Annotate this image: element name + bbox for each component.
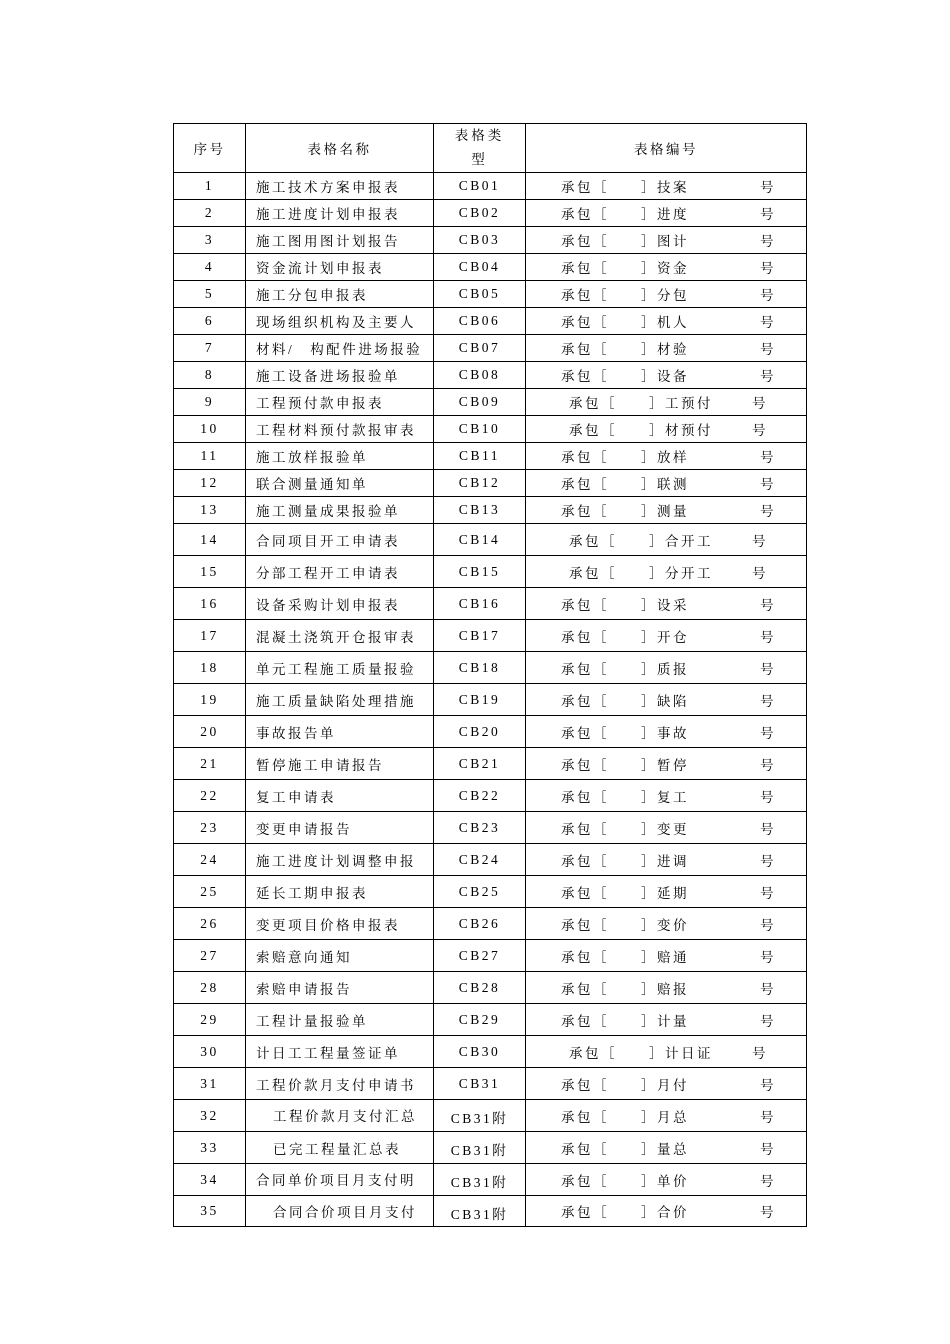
form-code-prefix: 承包［ ］赔报 <box>561 981 689 997</box>
form-type: CB12 <box>434 470 526 497</box>
row-number: 16 <box>174 588 246 620</box>
form-code-prefix: 承包［ ］计量 <box>561 1013 689 1029</box>
form-list-table <box>173 123 807 1227</box>
row-number: 29 <box>174 1004 246 1036</box>
form-code <box>526 1036 807 1068</box>
form-code-suffix: 号 <box>760 207 776 222</box>
form-code-prefix: 承包［ ］工预付 <box>569 396 713 411</box>
form-name: 施工进度计划申报表 <box>246 200 434 227</box>
form-code <box>526 844 807 876</box>
form-type: CB04 <box>434 254 526 281</box>
table-row <box>174 1068 807 1100</box>
form-code <box>526 908 807 940</box>
form-type: CB29 <box>434 1004 526 1036</box>
form-code <box>526 652 807 684</box>
form-type: CB31附 <box>434 1100 526 1132</box>
table-row <box>174 443 807 470</box>
form-code-suffix: 号 <box>760 661 776 677</box>
table-row <box>174 362 807 389</box>
form-code-suffix: 号 <box>760 725 776 741</box>
table-row <box>174 748 807 780</box>
form-code-suffix: 号 <box>760 1013 776 1029</box>
table-row <box>174 1036 807 1068</box>
form-name: 工程预付款申报表 <box>246 389 434 416</box>
form-name: 施工测量成果报验单 <box>246 497 434 524</box>
form-code <box>526 443 807 470</box>
form-code-suffix: 号 <box>760 1173 776 1189</box>
form-code <box>526 200 807 227</box>
table-row <box>174 524 807 556</box>
row-number: 7 <box>174 335 246 362</box>
row-number: 2 <box>174 200 246 227</box>
form-type: CB17 <box>434 620 526 652</box>
form-name: 事故报告单 <box>246 716 434 748</box>
row-number: 17 <box>174 620 246 652</box>
row-number: 34 <box>174 1164 246 1196</box>
form-name: 工程价款月支付申请书 <box>246 1068 434 1100</box>
form-code-prefix: 承包［ ］分包 <box>561 288 689 303</box>
form-type: CB31 <box>434 1068 526 1100</box>
form-name: 混凝土浇筑开仓报审表 <box>246 620 434 652</box>
form-code-prefix: 承包［ ］计日证 <box>569 1045 713 1061</box>
form-name: 设备采购计划申报表 <box>246 588 434 620</box>
form-name: 已完工程量汇总表 <box>246 1132 434 1164</box>
form-code-prefix: 承包［ ］合开工 <box>569 533 713 549</box>
form-type: CB10 <box>434 416 526 443</box>
form-code-prefix: 承包［ ］材验 <box>561 342 689 357</box>
header-name: 表格名称 <box>246 124 434 173</box>
table-row <box>174 308 807 335</box>
table-row <box>174 416 807 443</box>
row-number: 5 <box>174 281 246 308</box>
form-code-suffix: 号 <box>760 261 776 276</box>
table-row <box>174 716 807 748</box>
form-code-suffix: 号 <box>760 1077 776 1093</box>
table-row <box>174 227 807 254</box>
form-code-suffix: 号 <box>760 450 776 465</box>
header-no: 序号 <box>174 124 246 173</box>
form-code-prefix: 承包［ ］分开工 <box>569 565 713 581</box>
row-number: 23 <box>174 812 246 844</box>
table-row <box>174 1196 807 1227</box>
form-code <box>526 281 807 308</box>
form-code-prefix: 承包［ ］放样 <box>561 450 689 465</box>
table-row <box>174 173 807 200</box>
row-number: 25 <box>174 876 246 908</box>
header-code: 表格编号 <box>526 124 807 173</box>
form-code <box>526 1196 807 1227</box>
form-code-suffix: 号 <box>760 597 776 613</box>
form-code-prefix: 承包［ ］质报 <box>561 661 689 677</box>
form-code-prefix: 承包［ ］合价 <box>561 1205 689 1220</box>
form-name: 合同单价项目月支付明 <box>246 1164 434 1196</box>
form-code-suffix: 号 <box>760 853 776 869</box>
form-name: 现场组织机构及主要人 <box>246 308 434 335</box>
form-code <box>526 940 807 972</box>
form-code-prefix: 承包［ ］资金 <box>561 261 689 276</box>
table-row <box>174 1100 807 1132</box>
row-number: 12 <box>174 470 246 497</box>
row-number: 31 <box>174 1068 246 1100</box>
row-number: 35 <box>174 1196 246 1227</box>
form-type: CB03 <box>434 227 526 254</box>
table-row <box>174 389 807 416</box>
form-type: CB22 <box>434 780 526 812</box>
table-row <box>174 335 807 362</box>
form-code-suffix: 号 <box>752 1045 768 1061</box>
form-type: CB31附 <box>434 1196 526 1227</box>
form-code <box>526 1164 807 1196</box>
form-type: CB19 <box>434 684 526 716</box>
form-name: 施工质量缺陷处理措施 <box>246 684 434 716</box>
form-name: 暂停施工申请报告 <box>246 748 434 780</box>
form-code-suffix: 号 <box>760 1141 776 1157</box>
form-name: 工程价款月支付汇总 <box>246 1100 434 1132</box>
row-number: 4 <box>174 254 246 281</box>
row-number: 18 <box>174 652 246 684</box>
table-row <box>174 908 807 940</box>
row-number: 8 <box>174 362 246 389</box>
form-name: 联合测量通知单 <box>246 470 434 497</box>
form-name: 材料/ 构配件进场报验 <box>246 335 434 362</box>
table-row <box>174 940 807 972</box>
row-number: 3 <box>174 227 246 254</box>
table-row <box>174 652 807 684</box>
form-code <box>526 684 807 716</box>
form-type: CB21 <box>434 748 526 780</box>
form-code-prefix: 承包［ ］材预付 <box>569 423 713 438</box>
row-number: 22 <box>174 780 246 812</box>
form-code-prefix: 承包［ ］量总 <box>561 1141 689 1157</box>
form-code-suffix: 号 <box>760 342 776 357</box>
form-code-prefix: 承包［ ］技案 <box>561 180 689 195</box>
row-number: 13 <box>174 497 246 524</box>
row-number: 15 <box>174 556 246 588</box>
form-type: CB25 <box>434 876 526 908</box>
form-code-prefix: 承包［ ］联测 <box>561 477 689 492</box>
form-name: 合同合价项目月支付 <box>246 1196 434 1227</box>
form-code <box>526 588 807 620</box>
form-code <box>526 972 807 1004</box>
form-code <box>526 389 807 416</box>
form-code-suffix: 号 <box>752 396 768 411</box>
form-type: CB26 <box>434 908 526 940</box>
row-number: 19 <box>174 684 246 716</box>
row-number: 1 <box>174 173 246 200</box>
table-row <box>174 1164 807 1196</box>
form-name: 工程计量报验单 <box>246 1004 434 1036</box>
form-code-suffix: 号 <box>760 1205 776 1220</box>
form-type: CB01 <box>434 173 526 200</box>
form-type: CB05 <box>434 281 526 308</box>
form-code-suffix: 号 <box>760 789 776 805</box>
table-row <box>174 972 807 1004</box>
form-code-suffix: 号 <box>760 693 776 709</box>
form-name: 施工图用图计划报告 <box>246 227 434 254</box>
form-type: CB31附 <box>434 1164 526 1196</box>
form-type: CB07 <box>434 335 526 362</box>
table-row <box>174 254 807 281</box>
form-type: CB31附 <box>434 1132 526 1164</box>
form-code <box>526 524 807 556</box>
form-type: CB23 <box>434 812 526 844</box>
form-code-suffix: 号 <box>752 565 768 581</box>
form-type: CB09 <box>434 389 526 416</box>
form-code-prefix: 承包［ ］复工 <box>561 789 689 805</box>
form-code-suffix: 号 <box>760 477 776 492</box>
form-code <box>526 335 807 362</box>
table-row <box>174 1132 807 1164</box>
form-type: CB16 <box>434 588 526 620</box>
form-type: CB15 <box>434 556 526 588</box>
table-header-row <box>174 124 807 173</box>
form-code-prefix: 承包［ ］进度 <box>561 207 689 222</box>
form-type: CB20 <box>434 716 526 748</box>
row-number: 33 <box>174 1132 246 1164</box>
form-code-prefix: 承包［ ］暂停 <box>561 757 689 773</box>
row-number: 20 <box>174 716 246 748</box>
form-code-suffix: 号 <box>760 288 776 303</box>
form-type: CB30 <box>434 1036 526 1068</box>
form-name: 资金流计划申报表 <box>246 254 434 281</box>
form-code <box>526 470 807 497</box>
row-number: 11 <box>174 443 246 470</box>
form-type: CB24 <box>434 844 526 876</box>
form-code-prefix: 承包［ ］赔通 <box>561 949 689 965</box>
form-code <box>526 556 807 588</box>
form-code <box>526 254 807 281</box>
form-code-suffix: 号 <box>760 1109 776 1125</box>
row-number: 28 <box>174 972 246 1004</box>
form-type: CB11 <box>434 443 526 470</box>
form-code <box>526 1004 807 1036</box>
form-code-suffix: 号 <box>760 885 776 901</box>
form-code <box>526 497 807 524</box>
form-name: 施工分包申报表 <box>246 281 434 308</box>
form-code <box>526 308 807 335</box>
form-code <box>526 1068 807 1100</box>
form-code <box>526 876 807 908</box>
table-row <box>174 588 807 620</box>
table-row <box>174 1004 807 1036</box>
form-code-prefix: 承包［ ］测量 <box>561 504 689 519</box>
form-name: 施工技术方案申报表 <box>246 173 434 200</box>
form-code <box>526 362 807 389</box>
form-name: 变更申请报告 <box>246 812 434 844</box>
form-code-suffix: 号 <box>760 917 776 933</box>
form-code-suffix: 号 <box>760 180 776 195</box>
form-code-suffix: 号 <box>760 234 776 249</box>
form-code-suffix: 号 <box>760 369 776 384</box>
form-code-prefix: 承包［ ］缺陷 <box>561 693 689 709</box>
form-name: 单元工程施工质量报验 <box>246 652 434 684</box>
form-code-prefix: 承包［ ］设采 <box>561 597 689 613</box>
table-row <box>174 780 807 812</box>
form-name: 复工申请表 <box>246 780 434 812</box>
form-name: 工程材料预付款报审表 <box>246 416 434 443</box>
form-name: 变更项目价格申报表 <box>246 908 434 940</box>
table-row <box>174 684 807 716</box>
form-name: 延长工期申报表 <box>246 876 434 908</box>
form-code <box>526 416 807 443</box>
form-type: CB08 <box>434 362 526 389</box>
form-code <box>526 173 807 200</box>
form-name: 索赔申请报告 <box>246 972 434 1004</box>
table-row <box>174 876 807 908</box>
form-type: CB18 <box>434 652 526 684</box>
form-type: CB28 <box>434 972 526 1004</box>
form-type: CB02 <box>434 200 526 227</box>
form-name: 分部工程开工申请表 <box>246 556 434 588</box>
form-code-suffix: 号 <box>752 423 768 438</box>
form-code-prefix: 承包［ ］单价 <box>561 1173 689 1189</box>
form-code-prefix: 承包［ ］进调 <box>561 853 689 869</box>
form-code-prefix: 承包［ ］设备 <box>561 369 689 384</box>
form-code-prefix: 承包［ ］事故 <box>561 725 689 741</box>
form-name: 计日工工程量签证单 <box>246 1036 434 1068</box>
form-code <box>526 716 807 748</box>
row-number: 27 <box>174 940 246 972</box>
form-code-suffix: 号 <box>760 981 776 997</box>
form-code-suffix: 号 <box>760 504 776 519</box>
table-row <box>174 497 807 524</box>
form-name: 施工进度计划调整申报 <box>246 844 434 876</box>
form-name: 施工设备进场报验单 <box>246 362 434 389</box>
table-row <box>174 470 807 497</box>
form-code <box>526 1100 807 1132</box>
form-code-suffix: 号 <box>760 949 776 965</box>
form-code-suffix: 号 <box>760 821 776 837</box>
row-number: 32 <box>174 1100 246 1132</box>
form-type: CB14 <box>434 524 526 556</box>
form-code-prefix: 承包［ ］月总 <box>561 1109 689 1125</box>
form-code <box>526 227 807 254</box>
table-row <box>174 620 807 652</box>
table-row <box>174 200 807 227</box>
form-code-prefix: 承包［ ］月付 <box>561 1077 689 1093</box>
form-type: CB13 <box>434 497 526 524</box>
row-number: 26 <box>174 908 246 940</box>
form-type: CB27 <box>434 940 526 972</box>
form-code-prefix: 承包［ ］变价 <box>561 917 689 933</box>
header-type: 表格类型 <box>434 124 526 173</box>
form-code-suffix: 号 <box>760 629 776 645</box>
row-number: 24 <box>174 844 246 876</box>
form-code-prefix: 承包［ ］图计 <box>561 234 689 249</box>
form-code-prefix: 承包［ ］开仓 <box>561 629 689 645</box>
table-row <box>174 844 807 876</box>
table-row <box>174 812 807 844</box>
row-number: 21 <box>174 748 246 780</box>
row-number: 30 <box>174 1036 246 1068</box>
form-code <box>526 780 807 812</box>
form-code-suffix: 号 <box>760 757 776 773</box>
form-code <box>526 748 807 780</box>
form-code-suffix: 号 <box>760 315 776 330</box>
row-number: 14 <box>174 524 246 556</box>
form-code-prefix: 承包［ ］变更 <box>561 821 689 837</box>
form-name: 施工放样报验单 <box>246 443 434 470</box>
form-code-prefix: 承包［ ］延期 <box>561 885 689 901</box>
row-number: 10 <box>174 416 246 443</box>
form-name: 合同项目开工申请表 <box>246 524 434 556</box>
row-number: 9 <box>174 389 246 416</box>
table-row <box>174 281 807 308</box>
form-code-prefix: 承包［ ］机人 <box>561 315 689 330</box>
row-number: 6 <box>174 308 246 335</box>
form-code-suffix: 号 <box>752 533 768 549</box>
form-code <box>526 1132 807 1164</box>
form-type: CB06 <box>434 308 526 335</box>
form-code <box>526 620 807 652</box>
form-name: 索赔意向通知 <box>246 940 434 972</box>
form-code <box>526 812 807 844</box>
table-row <box>174 556 807 588</box>
